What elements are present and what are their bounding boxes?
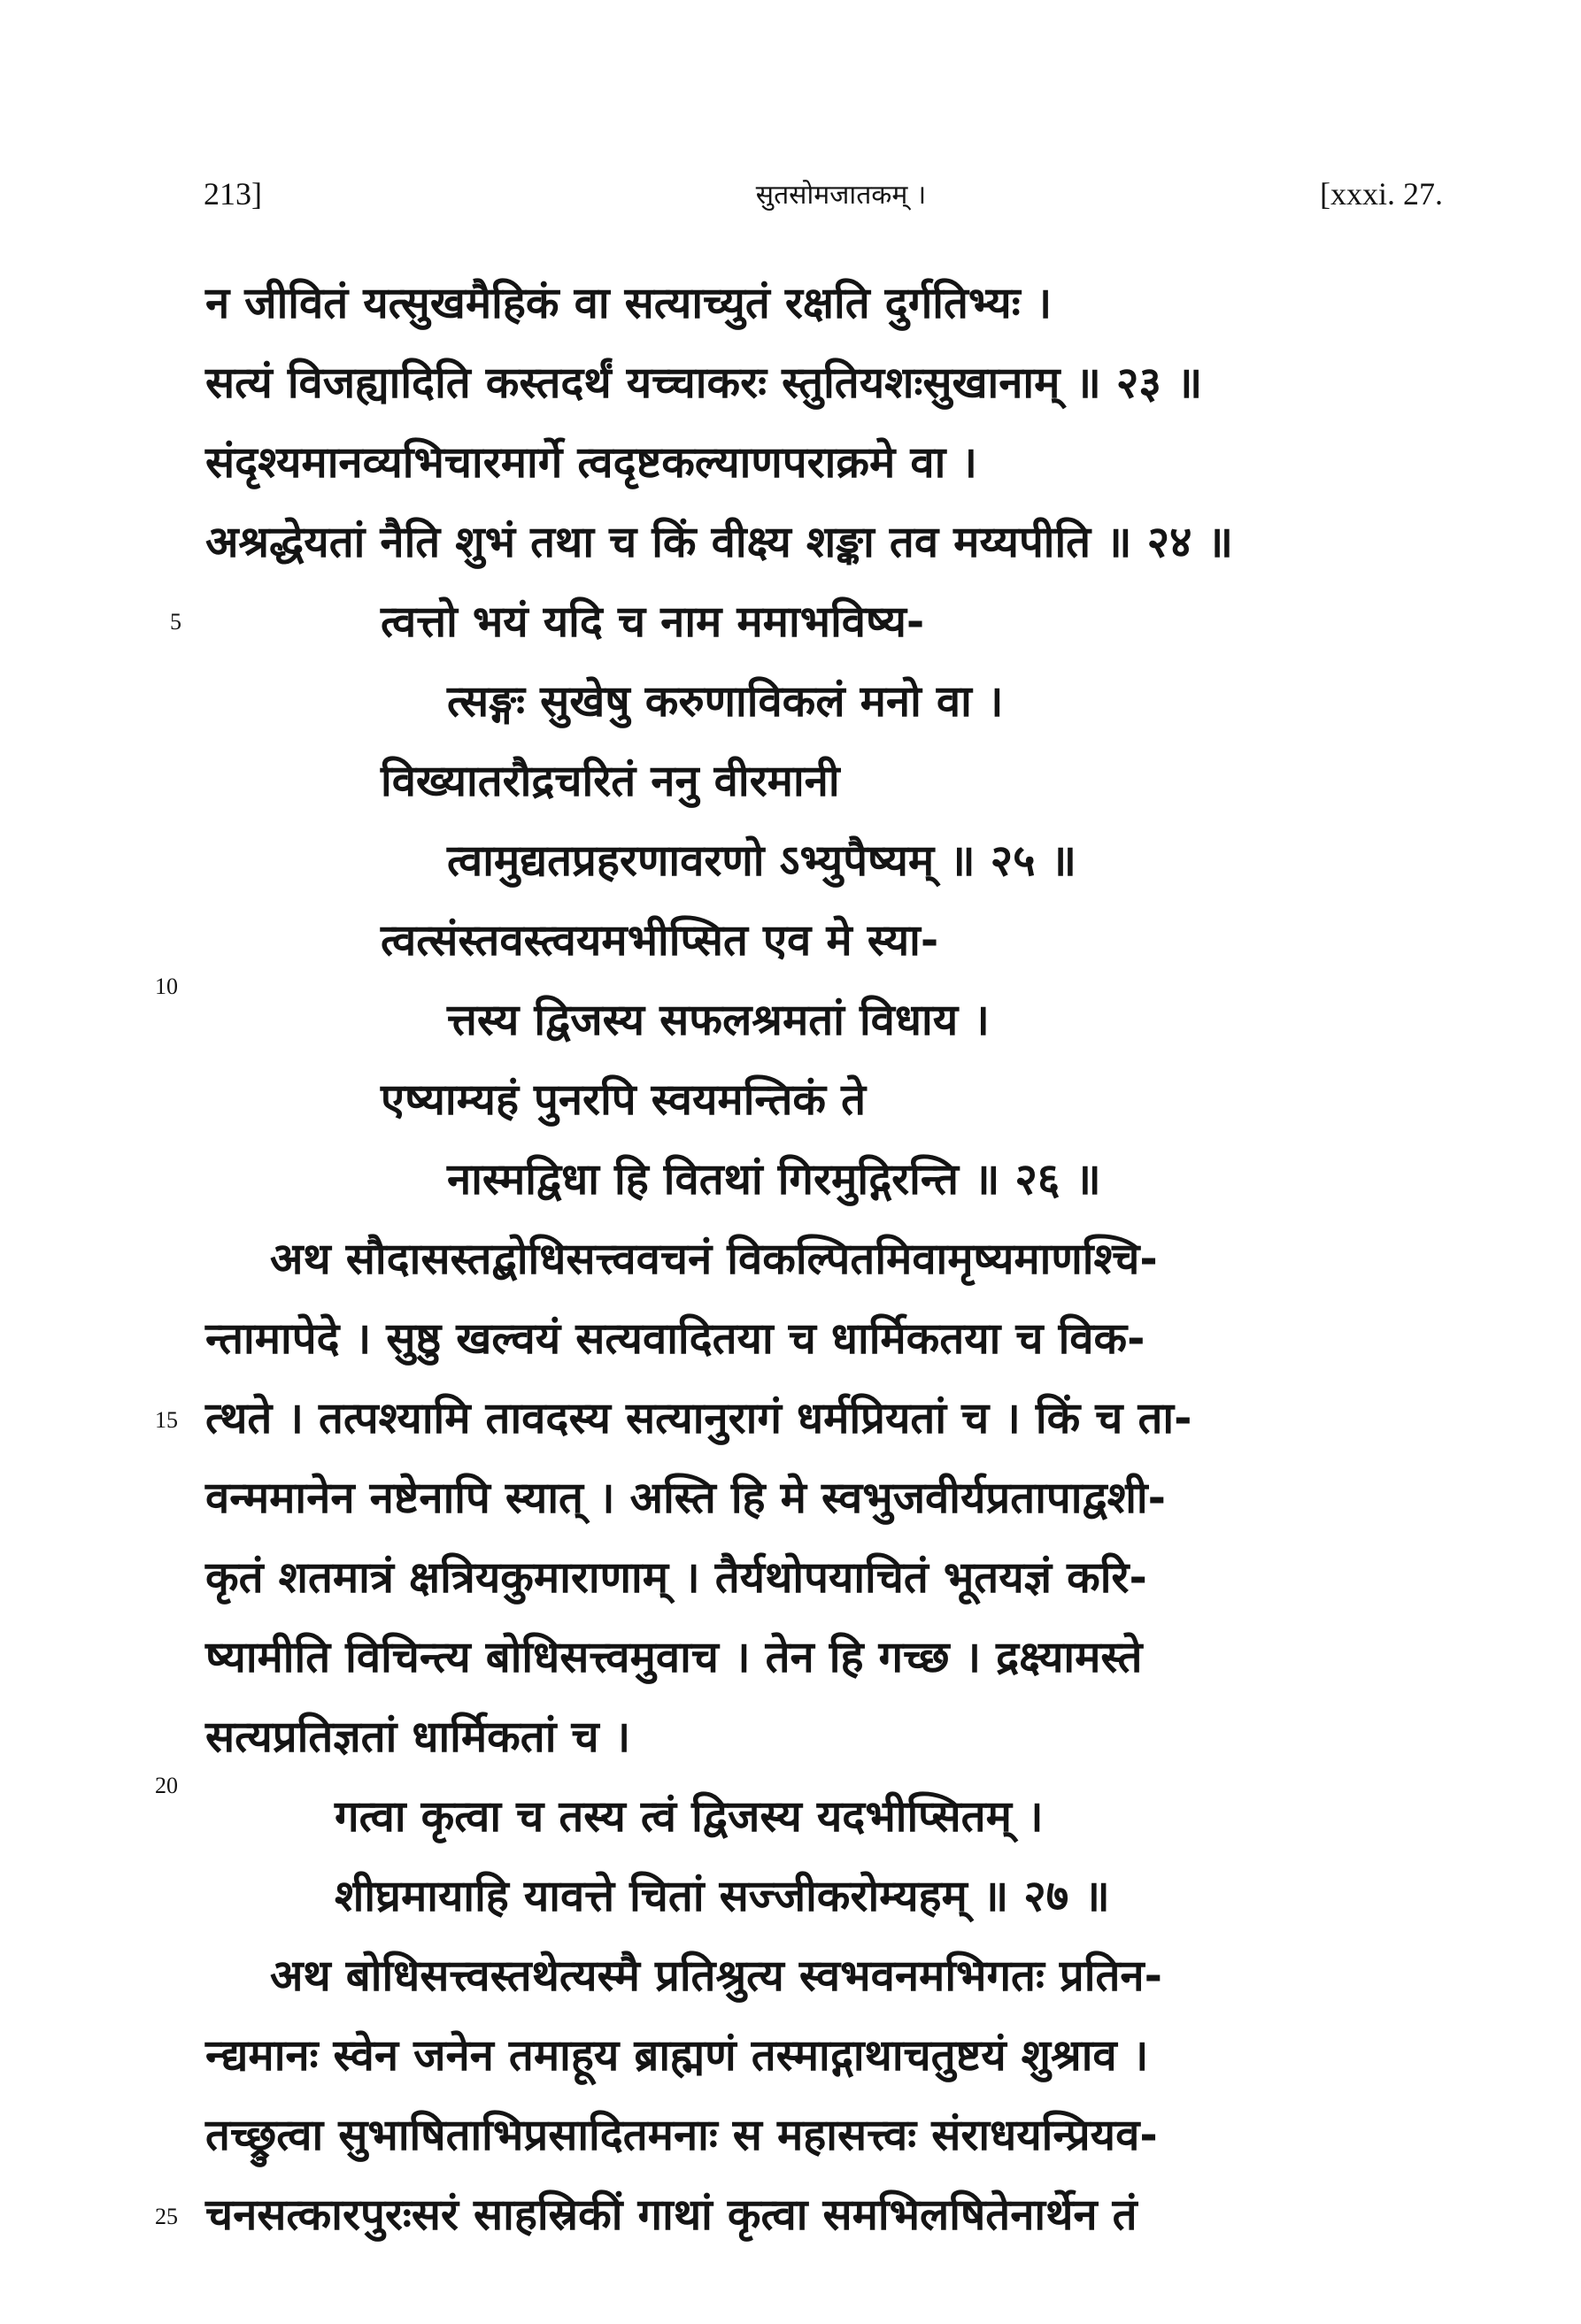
text-line: नास्मद्विधा हि वितथां गिरमुद्गिरन्ति ॥ २६ ॥ xyxy=(447,1154,1101,1204)
text-line: अश्रद्धेयतां नैति शुभं तथा च किं वीक्ष्य शङ्का तव मय्यपीति ॥ २४ ॥ xyxy=(205,517,1233,567)
text-line: न्तामापेदे । सुष्ठु खल्वयं सत्यवादितया च धार्मिकतया च विक- xyxy=(205,1313,1145,1364)
text-line: वन्ममानेन नष्टेनापि स्यात् । अस्ति हि मे स्वभुजवीर्यप्रतापाद्वशी- xyxy=(205,1473,1166,1523)
text-line: ष्यामीति विचिन्त्य बोधिसत्त्वमुवाच । तेन हि गच्छ । द्रक्ष्यामस्ते xyxy=(205,1632,1143,1682)
line-number: 15 xyxy=(155,1407,178,1433)
running-header xyxy=(204,175,1443,219)
text-line: चनसत्कारपुरःसरं साहस्रिकीं गाथां कृत्वा समभिलषितेनार्थेन तं xyxy=(205,2189,1138,2240)
text-line: त्वत्संस्तवस्त्वयमभीप्सित एव मे स्या- xyxy=(381,915,939,966)
text-line: अथ सौदासस्तद्बोधिसत्त्ववचनं विकल्पितमिवामृष्यमाणश्चि- xyxy=(270,1234,1158,1284)
text-line: संदृश्यमानव्यभिचारमार्गे त्वदृष्टकल्याणपराक्रमे वा । xyxy=(205,437,977,488)
text-line: त्सङ्गः सुखेषु करुणाविकलं मनो वा । xyxy=(447,676,1004,727)
text-line: शीघ्रमायाहि यावत्ते चितां सज्जीकरोम्यहम् ॥ २७ ॥ xyxy=(335,1871,1110,1921)
text-line: त्तस्य द्विजस्य सफलश्रमतां विधाय । xyxy=(447,995,990,1045)
text-line: एष्याम्यहं पुनरपि स्वयमन्तिकं ते xyxy=(381,1074,867,1125)
line-number: 5 xyxy=(170,609,181,635)
text-line: न्द्यमानः स्वेन जनेन तमाहूय ब्राह्मणं तस्माद्गाथाचतुष्टयं शुश्राव । xyxy=(205,2030,1149,2081)
text-line: त्वत्तो भयं यदि च नाम ममाभविष्य- xyxy=(381,596,925,647)
line-number: 25 xyxy=(155,2204,178,2229)
line-number: 10 xyxy=(155,973,178,999)
text-line: विख्यातरौद्रचरितं ननु वीरमानी xyxy=(381,756,840,806)
text-line: त्वामुद्यतप्रहरणावरणो ऽभ्युपैष्यम् ॥ २५ ॥ xyxy=(447,835,1077,886)
line-number: 20 xyxy=(155,1773,178,1798)
page-number: 213] xyxy=(204,176,262,212)
text-line: सत्यं विजह्यादिति कस्तदर्थं यच्चाकरः स्तुतियशःसुखानाम् ॥ २३ ॥ xyxy=(205,358,1203,408)
section-reference: [xxxi. 27. xyxy=(1320,176,1443,212)
text-line: न जीवितं यत्सुखमैहिकं वा सत्याच्युतं रक्षति दुर्गतिभ्यः । xyxy=(205,278,1053,328)
text-line: कृतं शतमात्रं क्षत्रियकुमाराणाम् । तैर्यथोपयाचितं भूतयज्ञं करि- xyxy=(205,1552,1147,1603)
text-line: गत्वा कृत्वा च तस्य त्वं द्विजस्य यदभीप्सितम् । xyxy=(335,1791,1044,1842)
text-line: अथ बोधिसत्त्वस्तथेत्यस्मै प्रतिश्रुत्य स्वभवनमभिगतः प्रतिन- xyxy=(270,1951,1162,2001)
text-line: त्थते । तत्पश्यामि तावदस्य सत्यानुरागं धर्मप्रियतां च । किं च ता- xyxy=(205,1393,1192,1443)
running-title: सुतसोमजातकम् । xyxy=(755,180,927,211)
text-line: तच्छ्रुत्वा सुभाषिताभिप्रसादितमनाः स महासत्त्वः संराधयन्प्रियव- xyxy=(205,2110,1158,2160)
text-line: सत्यप्रतिज्ञतां धार्मिकतां च । xyxy=(205,1712,631,1762)
